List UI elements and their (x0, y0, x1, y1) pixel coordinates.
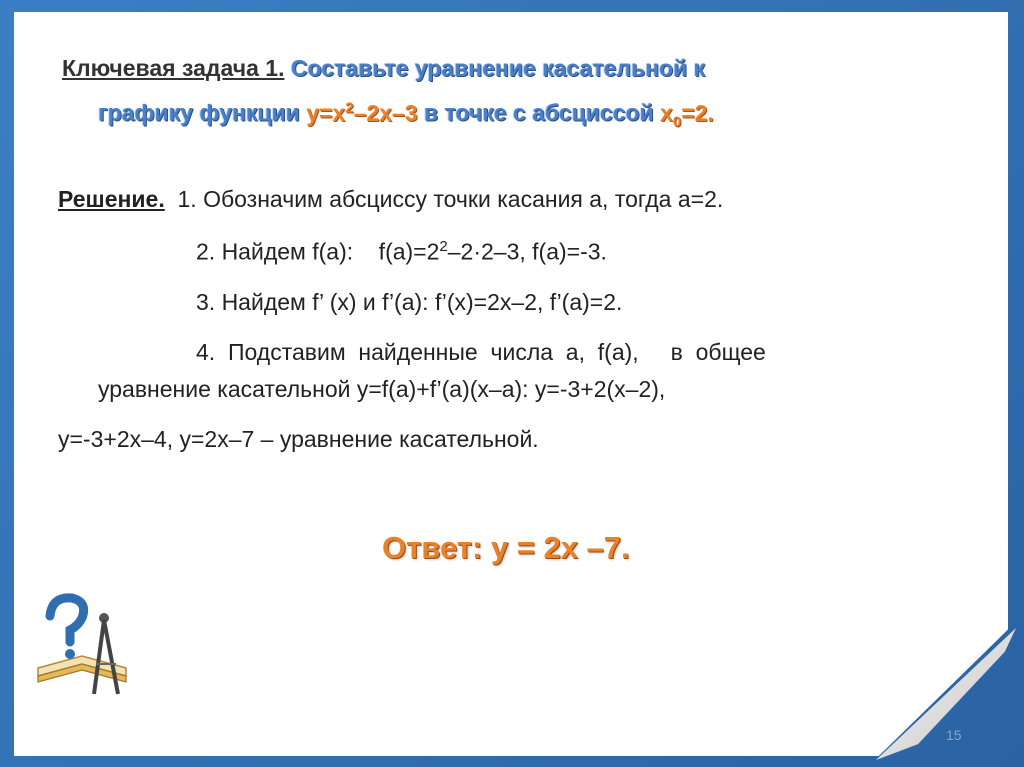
answer-text: Ответ: y = 2x –7. (382, 530, 630, 565)
step2-b: –2·2–3, f(a)=-3. (447, 238, 607, 265)
question-book-compass-icon (30, 590, 140, 710)
x0-val: =2. (681, 99, 714, 126)
solution-line-2 (196, 238, 607, 266)
solution-line-1 (58, 186, 723, 213)
func-y: y=x (306, 99, 346, 126)
step2-a: 2. Найдем f(a): f(a)=2 (196, 238, 440, 265)
title-function (306, 100, 417, 126)
solution-line-4: 4. Подставим найденные числа a, f(a), в общее (196, 339, 766, 365)
title-prefix: Ключевая задача 1. (62, 55, 285, 81)
title-x0 (660, 99, 714, 131)
solution-label: Решение. (58, 186, 165, 212)
func-sup: 2 (345, 99, 354, 116)
x0-x: x (660, 99, 673, 126)
task-title (62, 48, 962, 142)
page-number: 15 (946, 727, 962, 743)
solution-line-6: y=-3+2x–4, y=2x–7 – уравнение касательной. (58, 426, 539, 452)
solution-line-3: 3. Найдем f’ (x) и f’(a): f’(x)=2x–2, f’(a)=2. (196, 289, 623, 315)
x0-sub: 0 (672, 113, 682, 131)
solution-line-5: уравнение касательной y=f(a)+f’(a)(x–a): y=-3+2(x–2), (98, 376, 666, 402)
title-blue-3: в точке с абсциссой (423, 99, 654, 126)
func-rest: –2x–3 (353, 99, 418, 126)
title-blue-1: Составьте уравнение касательной к (290, 55, 706, 81)
solution-step-1: 1. Обозначим абсциссу точки касания a, тогда a=2. (177, 186, 724, 212)
step2-sup: 2 (439, 238, 448, 255)
title-blue-2: графику функции (98, 99, 300, 126)
